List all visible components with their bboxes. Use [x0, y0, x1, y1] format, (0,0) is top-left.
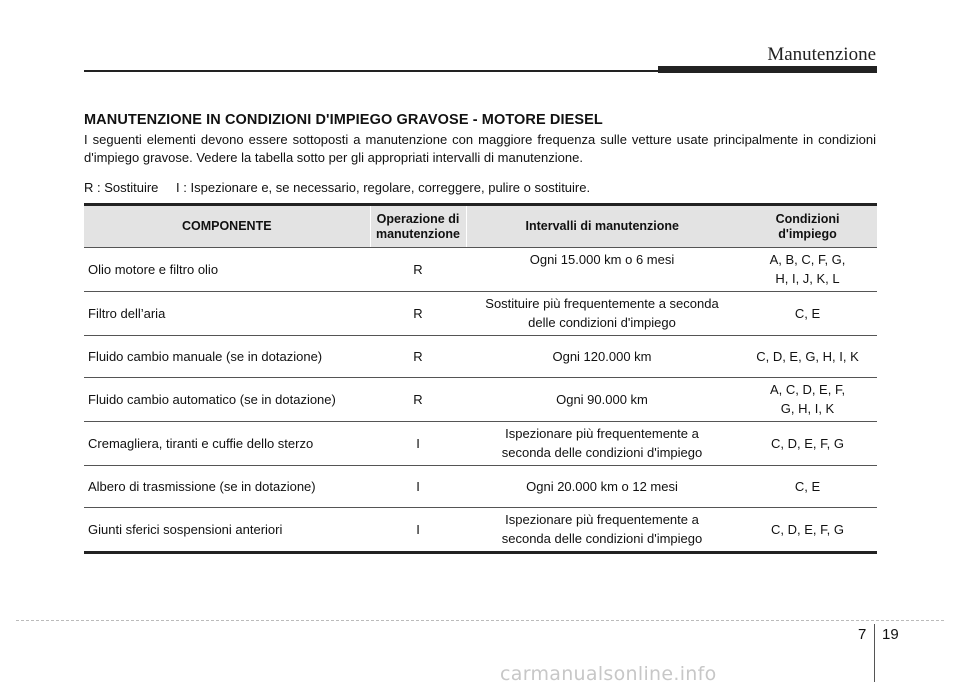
watermark: carmanualsonline.info: [500, 663, 717, 685]
legend-inspect: I : Ispezionare e, se necessario, regolare, correggere, pulire o sostituire.: [176, 180, 591, 195]
chapter-number: 7: [858, 626, 867, 643]
row-interval-line-1: Ispezionare più frequentemente a: [505, 426, 699, 441]
header-operation-line-2: manutenzione: [375, 226, 461, 241]
row-conditions: [738, 248, 877, 292]
row-component: Filtro dell’aria: [84, 292, 370, 336]
row-conditions: C, D, E, G, H, I, K: [738, 336, 877, 378]
row-conditions: C, D, E, F, G: [738, 508, 877, 553]
row-operation: R: [370, 248, 466, 292]
header-conditions: [738, 205, 877, 248]
header-rule-accent: [658, 66, 877, 73]
row-interval-line-1: Sostituire più frequentemente a seconda: [485, 296, 719, 311]
legend-replace: R : Sostituire: [84, 180, 159, 195]
table-row: [84, 466, 877, 508]
row-conditions-line-1: A, C, D, E, F,: [769, 382, 846, 397]
row-operation: R: [370, 336, 466, 378]
row-interval-line-2: seconda delle condizioni d'impiego: [501, 445, 703, 460]
row-interval: Ogni 20.000 km o 12 mesi: [466, 466, 738, 508]
row-conditions-line-2: G, H, I, K: [780, 401, 835, 416]
row-interval: [466, 422, 738, 466]
page-header-title: Manutenzione: [767, 44, 876, 65]
intro-paragraph: I seguenti elementi devono essere sottoposti a manutenzione con maggiore frequenza sulle vetture usate principalmente in condizioni d'impiego gravose. Vedere la tabella sotto per gli appropriati intervalli di manutenzione.: [84, 132, 876, 165]
table-row: [84, 422, 877, 466]
row-interval-line-1: Ogni 15.000 km o 6 mesi: [529, 252, 675, 267]
row-interval-line-1: Ispezionare più frequentemente a: [505, 512, 699, 527]
header-operation: [370, 205, 466, 248]
row-interval-line-2: seconda delle condizioni d'impiego: [501, 531, 703, 546]
row-conditions: C, E: [738, 292, 877, 336]
legend: [84, 180, 590, 195]
row-component: Fluido cambio automatico (se in dotazione): [84, 378, 370, 422]
row-component: Fluido cambio manuale (se in dotazione): [84, 336, 370, 378]
page-number-separator: [874, 624, 875, 682]
table-row: [84, 378, 877, 422]
row-conditions: C, E: [738, 466, 877, 508]
row-component: Cremagliera, tiranti e cuffie dello sterzo: [84, 422, 370, 466]
table-row: [84, 508, 877, 553]
header-rule: [84, 70, 658, 72]
row-interval: Ogni 90.000 km: [466, 378, 738, 422]
row-conditions: [738, 378, 877, 422]
maintenance-table: [84, 203, 877, 554]
row-operation: R: [370, 292, 466, 336]
row-interval: [466, 508, 738, 553]
row-interval: [466, 248, 738, 292]
header-conditions-line-1: Condizioni: [775, 211, 840, 226]
header-operation-line-1: Operazione di: [376, 211, 460, 226]
row-interval: [466, 292, 738, 336]
row-component: Giunti sferici sospensioni anteriori: [84, 508, 370, 553]
row-operation: I: [370, 466, 466, 508]
header-interval: Intervalli di manutenzione: [466, 205, 738, 248]
table-row: [84, 336, 877, 378]
page-number: 19: [882, 626, 899, 643]
row-conditions: C, D, E, F, G: [738, 422, 877, 466]
header-conditions-line-2: d'impiego: [778, 226, 837, 241]
header-component: COMPONENTE: [84, 205, 370, 248]
row-interval: Ogni 120.000 km: [466, 336, 738, 378]
row-interval-line-2: delle condizioni d'impiego: [528, 315, 676, 330]
row-conditions-line-1: A, B, C, F, G,: [769, 252, 846, 267]
table-row: [84, 292, 877, 336]
row-operation: R: [370, 378, 466, 422]
row-operation: I: [370, 422, 466, 466]
row-operation: I: [370, 508, 466, 553]
table-header-row: [84, 205, 877, 248]
row-conditions-line-2: H, I, J, K, L: [775, 271, 840, 286]
section-title: MANUTENZIONE IN CONDIZIONI D'IMPIEGO GRAVOSE - MOTORE DIESEL: [84, 112, 603, 128]
footer-dashed-rule: [16, 620, 944, 621]
row-component: Albero di trasmissione (se in dotazione): [84, 466, 370, 508]
table-row: [84, 248, 877, 292]
row-component: Olio motore e filtro olio: [84, 248, 370, 292]
